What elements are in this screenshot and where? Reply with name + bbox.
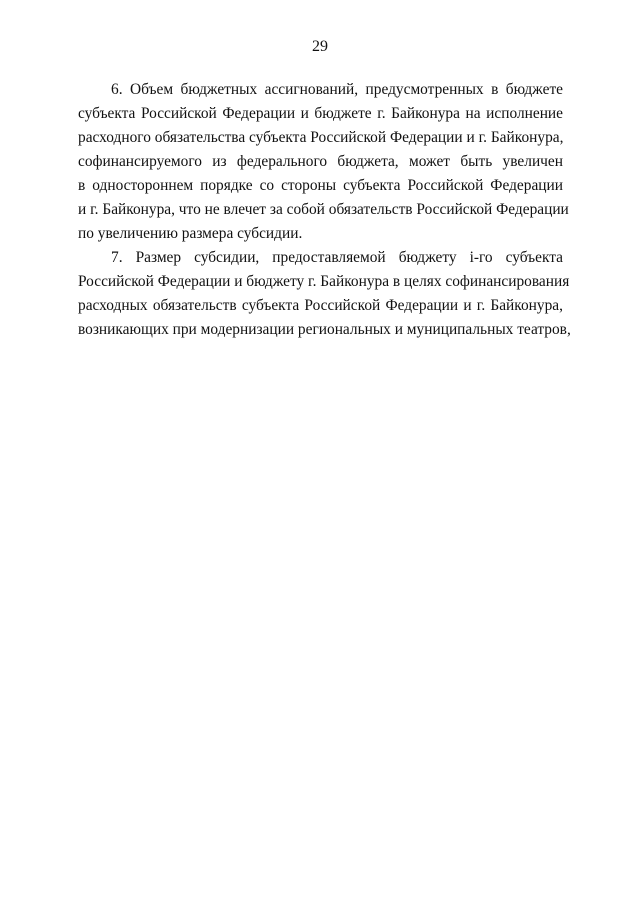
p7-line: Российской Федерации и бюджету г. Байконура в целях софинансирования [78,273,570,290]
p6-line: в одностороннем порядке со стороны субъекта Российской Федерации [78,177,563,194]
p6-line: софинансируемого из федерального бюджета, может быть увеличен [78,153,563,170]
p7-line: 7. Размер субсидии, предоставляемой бюджету i-го субъекта [111,249,563,266]
p6-line: по увеличению размера субсидии. [78,225,303,242]
page-number: 29 [312,38,328,55]
p7-line: расходных обязательств субъекта Российской Федерации и г. Байконура, [78,297,563,314]
p7-line5-placeholder [78,296,563,315]
p6-line: субъекта Российской Федерации и бюджете г. Байконура на исполнение [78,105,563,122]
p6-line: 6. Объем бюджетных ассигнований, предусмотренных в бюджете [111,81,563,98]
p6-line: расходного обязательства субъекта Российской Федерации и г. Байконура, [78,129,564,146]
p7-line: возникающих при модернизации региональных и муниципальных театров, [78,321,571,338]
p6-line: и г. Байконура, что не влечет за собой обязательств Российской Федерации [78,201,569,218]
